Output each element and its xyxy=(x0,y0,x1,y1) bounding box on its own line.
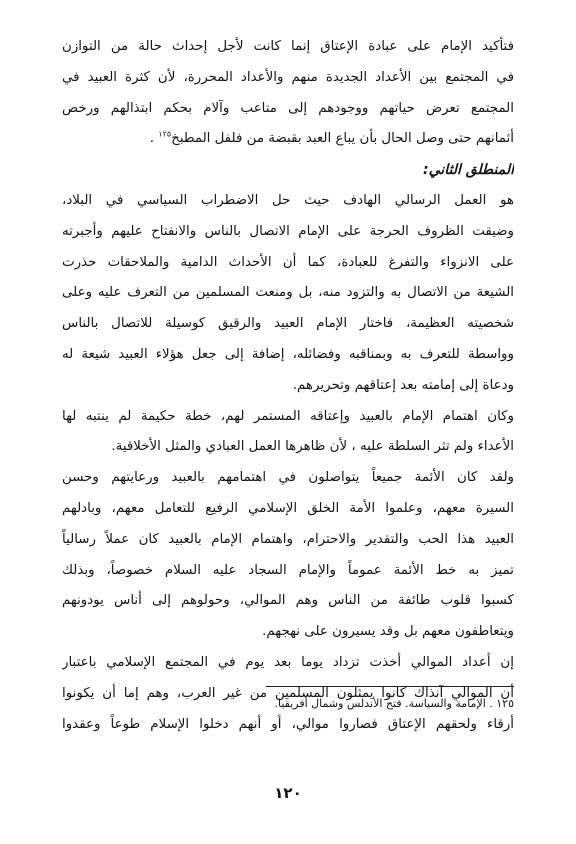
text-line: العبيد هذا الحب والتقدير والاحترام، واهتمام الإمام بالعبيد كان عملاً رسالياً xyxy=(62,531,514,547)
text-line: كسبوا قلوب طائفة من الناس وهم الموالي، وحولوهم إلى أناس يودونهم xyxy=(62,593,514,609)
text-line: الأعداء ولم تثر السلطة عليه ، لأن ظاهرها العمل العبادي والمثل الأخلاقية. xyxy=(111,439,514,455)
text-line: أرقاء ولحقهم الإعتاق فصاروا موالي، أو أنهم دخلوا الإسلام طوعاً وعقدوا xyxy=(62,716,514,732)
text-line: في المجتمع بين الأعداد الجديدة منهم والأعداد المحررة، لأن كثرة العبيد في xyxy=(62,69,514,85)
text-line: شخصيته العظيمة، فاختار الإمام العبيد والرقيق كوسيلة للاتصال بالناس xyxy=(62,316,514,332)
section-heading: المنطلق الثاني: xyxy=(423,162,514,179)
text-line: الشيعة من الاتصال به والتزود منه، بل ومنعت المسلمين من التعرف عليه وعلى xyxy=(62,285,514,301)
text-line-with-footnote: أثمانهم حتى وصل الحال بأن يباع العبد بقبضة من فلفل المطبخ$^{١٢٥}$ . xyxy=(149,129,514,147)
footnote: ١٢٥ . الإمامة والسياسة. فتح الأندلس وشمال أفريقيا. xyxy=(274,697,514,710)
text-line: ويتعاطفون معهم بل وقد يسيرون على نهجهم. xyxy=(262,624,514,640)
text-line: وواسطة للتعرف به وبمناقبه وفضائله، إضافة إلى جعل هؤلاء العبيد شيعة له xyxy=(62,346,514,362)
text-line: ودعاة إلى إمامته بعد إعتاقهم وتحريرهم. xyxy=(292,377,514,393)
text-line: أن الموالي آنذاك كانوا يمثلون المسلمين من غير العرب، وهم إما أن يكونوا xyxy=(62,685,514,701)
text-line: فتأكيد الإمام على عبادة الإعتاق إنما كانت لأجل إحداث حالة من التوازن xyxy=(62,39,514,54)
body-text xyxy=(62,32,514,740)
text-line: هو العمل الرسالي الهادف حيث حل الاضطراب السياسي في البلاد، xyxy=(62,192,514,208)
footnote-reference: ١٢٥ xyxy=(158,129,172,139)
page-number: ١٢٠ xyxy=(274,784,302,802)
text-line: السيرة معهم، وعلموا الأمة الخلق الإسلامي الرفيع للتعامل معهم، وبادلهم xyxy=(62,500,514,516)
text-line: ولقد كان الأئمة جميعاً يتواصلون في اهتمامهم بالعبيد ورعايتهم وحسن xyxy=(62,470,514,486)
text-line: المجتمع تعرض حياتهم ووجودهم إلى متاعب وآلام بحكم ابتذالهم ورخص xyxy=(62,100,514,116)
text-line: تميز به خط الأئمة عموماً والإمام السجاد عليه السلام خصوصاً، وبذلك xyxy=(62,562,514,578)
text-line: أثمانهم حتى وصل الحال بأن يباع العبد بقبضة من فلفل المطبخ xyxy=(171,131,514,147)
text-line: وكان اهتمام الإمام بالعبيد وإعتاقه المستمر لهم، خطة حكيمة لم ينتبه لها xyxy=(62,408,514,424)
text-line: إن أعداد الموالي أخذت تزداد يوما بعد يوم في المجتمع الإسلامي باعتبار xyxy=(62,654,514,670)
text-line: على الانزواء والتفرغ للعبادة، كما أن الأحداث الدامية والملاحقات حذرت xyxy=(62,254,514,270)
footnote-divider xyxy=(266,686,514,687)
text-line: وضيقت الظروف الحرجة على الإمام الاتصال بالناس والانفتاح عليهم وأجبرته xyxy=(62,223,514,239)
